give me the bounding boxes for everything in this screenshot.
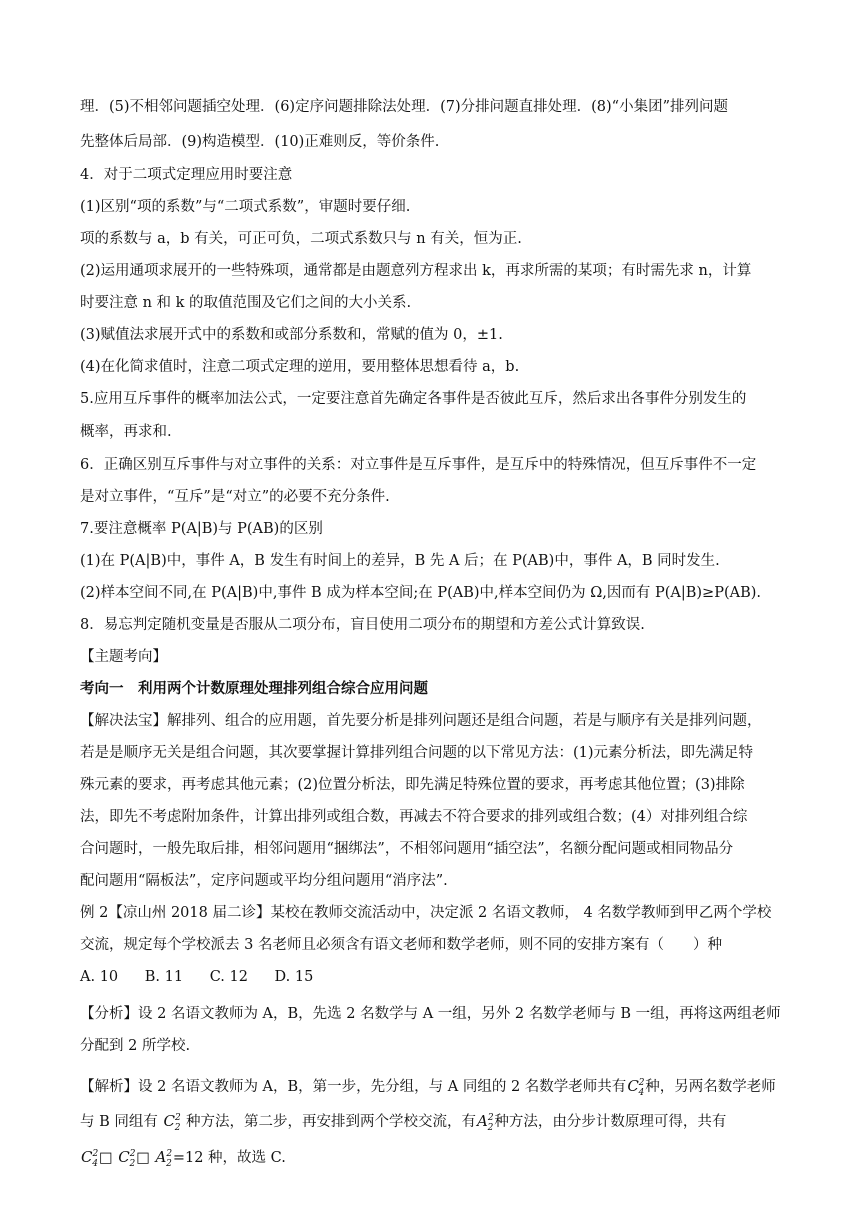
topic-title: 考向一 利用两个计数原理处理排列组合综合应用问题 (80, 680, 428, 697)
text-line: 4．对于二项式定理应用时要注意 (80, 167, 293, 183)
text-line: 项的系数与 a，b 有关，可正可负，二项式系数只与 n 有关，恒为正. (80, 231, 522, 247)
text-line: 8．易忘判定随机变量是否服从二项分布，盲目使用二项分布的期望和方差公式计算致误. (80, 617, 645, 633)
option-d: D. 15 (274, 969, 314, 985)
combination-c22: $C^2_2$ (163, 1112, 181, 1133)
text-line: (1)区别“项的系数”与“二项式系数”，审题时要仔细. (80, 199, 411, 215)
analysis-line: 分配到 2 所学校. (80, 1038, 191, 1054)
option-b: B. 11 (144, 969, 184, 985)
multiply-placeholder: □ (136, 1150, 150, 1166)
multiply-placeholder: □ (98, 1150, 113, 1166)
text-line: (3)赋值法求展开式中的系数和或部分系数和，常赋的值为 0，±1. (80, 327, 503, 343)
answer-options (80, 966, 785, 988)
text-line: 若是是顺序无关是组合问题，其次要掌握计算排列组合问题的以下常见方法：(1)元素分析法，即先满足特 (80, 745, 754, 761)
text-line: 概率，再求和. (80, 424, 172, 440)
text-line: 合问题时，一般先取后排，相邻问题用“捆绑法”，不相邻问题用“插空法”，名额分配问题或相同物品分 (80, 841, 734, 857)
text-line: 7.要注意概率 P(A|B)与 P(AB)的区别 (80, 521, 323, 537)
solution-text: =12 种，故选 C. (172, 1150, 286, 1166)
text-line: 先整体后局部．(9)构造模型．(10)正难则反，等价条件. (80, 134, 440, 150)
option-c: C. 12 (209, 969, 248, 985)
solution-text: 种，另两名数学老师 (645, 1079, 776, 1095)
solution-text: 种方法，由分步计数原理可得，共有 (494, 1114, 727, 1130)
text-line: 配问题用“隔板法”，定序问题或平均分组问题用“消序法”. (80, 873, 448, 889)
arrangement-a22: $A^2_2$ (155, 1148, 173, 1169)
text-line: 【解决法宝】解排列、组合的应用题，首先要分析是排列问题还是组合问题，若是与顺序有关是排列问题， (80, 713, 762, 729)
text-line: 理．(5)不相邻问题插空处理．(6)定序问题排除法处理．(7)分排问题直排处理．(8)“小集团”排列问题 (80, 99, 728, 115)
arrangement-a22: $A^2_2$ (477, 1112, 494, 1133)
example-line: 交流，规定每个学校派去 3 名老师且必须含有语文老师和数学老师，则不同的安排方案有（ ）种 (80, 937, 722, 953)
text-line: (4)在化简求值时，注意二项式定理的逆用，要用整体思想看待 a，b. (80, 359, 520, 375)
example-line: 例 2【凉山州 2018 届二诊】某校在教师交流活动中，决定派 2 名语文教师， 4 名数学教师到甲乙两个学校 (80, 905, 772, 921)
option-a: A. 10 (80, 969, 119, 985)
text-line: 殊元素的要求，再考虑其他元素；(2)位置分析法，即先满足特殊位置的要求，再考虑其他位置；(3)排除 (80, 777, 745, 793)
text-line: 时要注意 n 和 k 的取值范围及它们之间的大小关系. (80, 295, 412, 311)
combination-c42: $C^2_4$ (627, 1077, 645, 1098)
text-line: 法，即先不考虑附加条件，计算出排列或组合数，再减去不符合要求的排列或组合数；(4）对排列组合综 (80, 809, 748, 825)
text-line: (1)在 P(A|B)中，事件 A，B 发生有时间上的差异，B 先 A 后；在 P(AB)中，事件 A，B 同时发生. (80, 553, 720, 569)
solution-line (80, 1143, 785, 1175)
analysis-line: 【分析】设 2 名语文教师为 A，B，先选 2 名数学与 A 一组，另外 2 名数学老师与 B 一组，再将这两组老师 (80, 1006, 781, 1022)
solution-text: 种方法，第二步，再安排到两个学校交流，有 (186, 1114, 477, 1130)
text-line: 是对立事件，“互斥”是“对立”的必要不充分条件. (80, 489, 390, 505)
combination-c42: $C^2_4$ (81, 1148, 99, 1169)
text-line: (2)样本空间不同,在 P(A|B)中,事件 B 成为样本空间;在 P(AB)中,样本空间仍为 Ω,因而有 P(A|B)≥P(AB). (80, 585, 762, 601)
solution-text: 与 B 同组有 (80, 1114, 158, 1130)
solution-line (80, 1072, 785, 1104)
text-line: 6．正确区别互斥事件与对立事件的关系：对立事件是互斥事件，是互斥中的特殊情况，但互斥事件不一定 (80, 457, 757, 473)
text-line: 5.应用互斥事件的概率加法公式，一定要注意首先确定各事件是否彼此互斥，然后求出各事件分别发生的 (80, 391, 747, 407)
text-line: (2)运用通项求展开的一些特殊项，通常都是由题意列方程求出 k，再求所需的某项；有时需先求 n，计算 (80, 263, 752, 279)
section-heading: 【主题考向】 (80, 649, 167, 665)
combination-c22: $C^2_2$ (118, 1148, 136, 1169)
solution-line (80, 1107, 785, 1139)
solution-text: 【解析】设 2 名语文教师为 A，B，第一步，先分组，与 A 同组的 2 名数学老师共有 (80, 1079, 627, 1095)
